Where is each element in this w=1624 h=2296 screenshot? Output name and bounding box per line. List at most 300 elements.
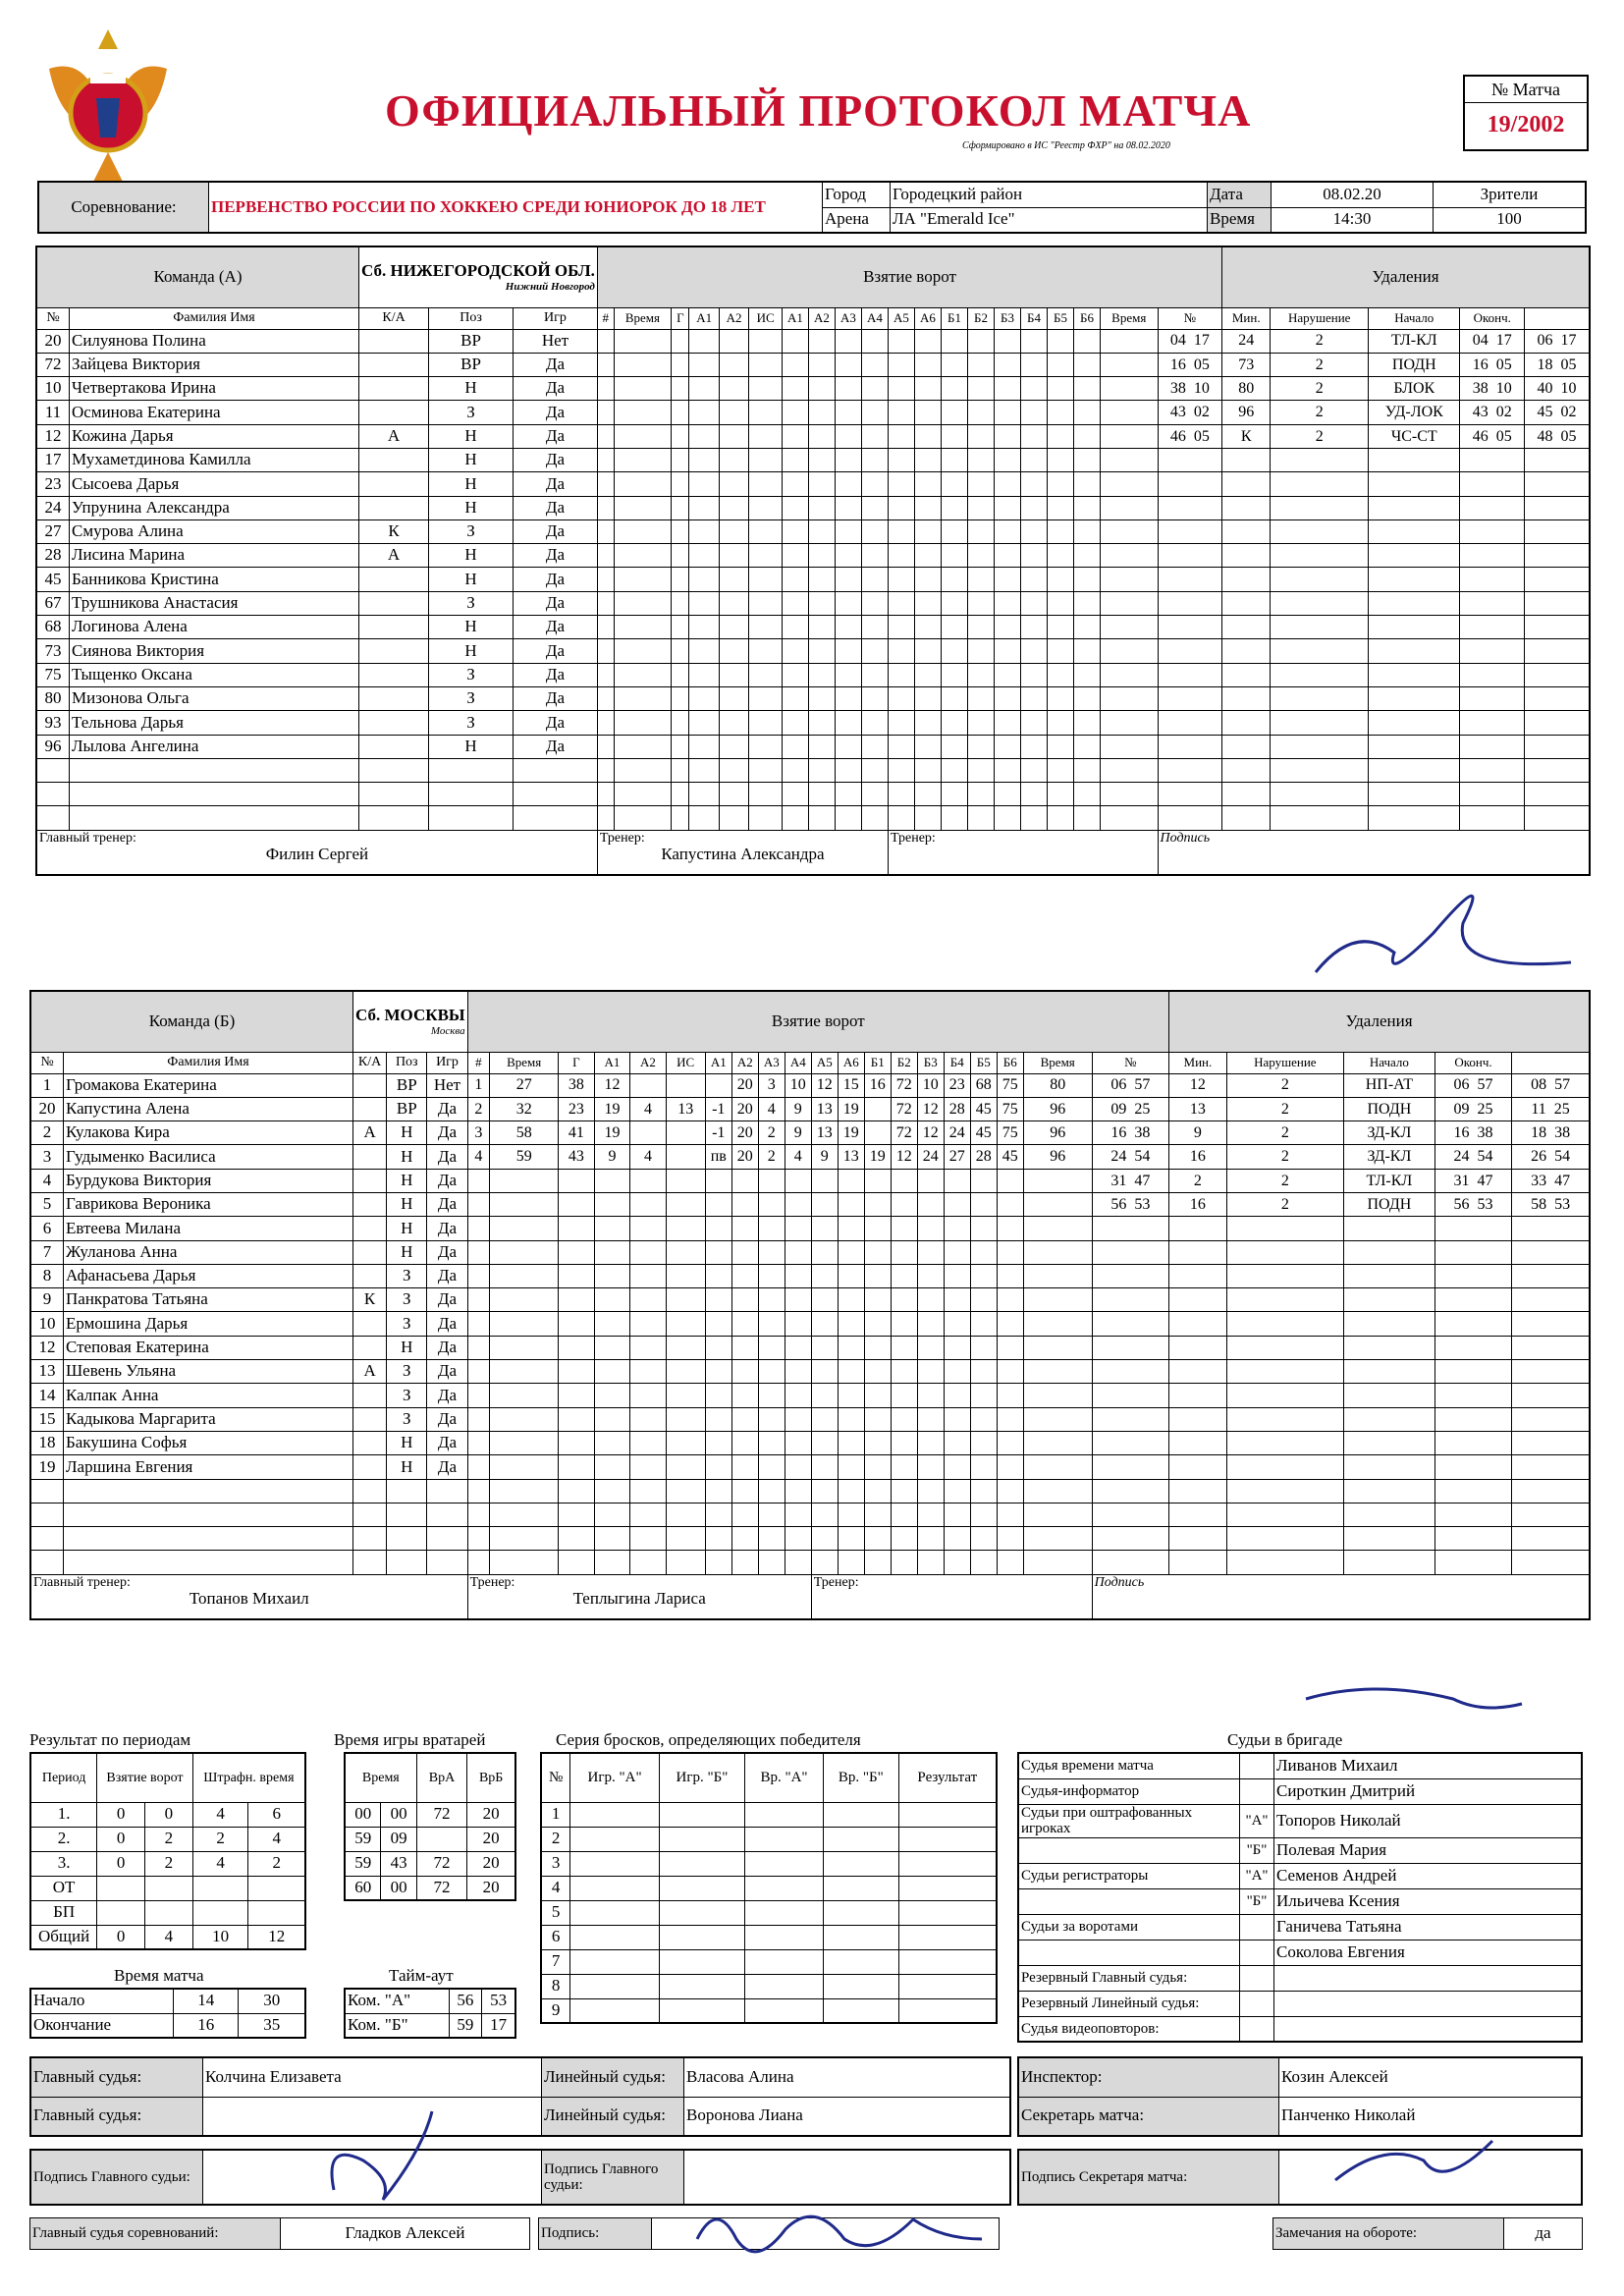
team_a-pen-16-5 bbox=[1525, 711, 1590, 735]
team_a-pen-1-4-0: 16 bbox=[1472, 355, 1489, 373]
team_a-pen-7-1 bbox=[1222, 496, 1271, 519]
team_a-goal-0-17 bbox=[1100, 329, 1158, 353]
team_b-goal-3-4 bbox=[666, 1145, 705, 1169]
team_b-goal-15-2 bbox=[594, 1431, 630, 1454]
team_a-player-18-col1 bbox=[70, 758, 359, 782]
team_a-goal-4-4 bbox=[749, 424, 783, 448]
team_a-goal-12-16 bbox=[1073, 616, 1100, 639]
team_b-goal-no-12 bbox=[467, 1360, 490, 1384]
referee-name-0: Ливанов Михаил bbox=[1274, 1753, 1583, 1778]
results-0-0: 1. bbox=[30, 1802, 97, 1827]
team_a-goal-13-12 bbox=[967, 639, 994, 663]
referee-role-9: Резервный Линейный судья: bbox=[1018, 1991, 1240, 2016]
team_a-goal-13-0 bbox=[614, 639, 672, 663]
team_b-player-19-col2 bbox=[353, 1527, 387, 1551]
team_a-goal-hdr-g: Г bbox=[672, 307, 689, 329]
team_a-player-13-col1: Сиянова Виктория bbox=[70, 639, 359, 663]
team_b-goal-3-9: 9 bbox=[811, 1145, 838, 1169]
team_b-goal-16-10 bbox=[838, 1455, 864, 1479]
goalie-0-1: 00 bbox=[381, 1802, 416, 1827]
team_a-pen-4-5-1: 05 bbox=[1560, 427, 1577, 445]
team_a-pen-hdr-p_time: Время bbox=[1100, 307, 1158, 329]
team_b-pen-0-5-1: 57 bbox=[1554, 1076, 1571, 1094]
team_a-player-14-col4: Да bbox=[514, 663, 598, 686]
team_a-pen-8-2 bbox=[1271, 519, 1369, 543]
team_a-goal-5-4 bbox=[749, 448, 783, 471]
team_a-goal-16-1 bbox=[672, 711, 689, 735]
team_b-pen-2-3-0: ЗД-КЛ bbox=[1367, 1123, 1412, 1141]
team_b-pen-14-0 bbox=[1092, 1407, 1168, 1431]
team_a-player-17-col2 bbox=[359, 735, 429, 758]
team_b-goal-4-12 bbox=[891, 1169, 917, 1192]
team_a-goal-hdr-line-6: Б1 bbox=[941, 307, 967, 329]
team_a-goal-1-5 bbox=[782, 353, 808, 376]
team_b-goal-19-2 bbox=[594, 1527, 630, 1551]
team_b-goal-9-13 bbox=[917, 1288, 944, 1312]
team_b-goal-15-3 bbox=[630, 1431, 666, 1454]
team_a-goal-8-0 bbox=[614, 519, 672, 543]
team_b-goal-15-12 bbox=[891, 1431, 917, 1454]
results-1-0: 2. bbox=[30, 1827, 97, 1851]
team_b-pen-2-0-1: 38 bbox=[1134, 1123, 1151, 1141]
team_b-goal-16-13 bbox=[917, 1455, 944, 1479]
team_a-pen-0-5-0: 06 bbox=[1537, 332, 1553, 350]
team_a-player-8-col0: 27 bbox=[36, 519, 70, 543]
team_b-goal-1-14: 28 bbox=[944, 1097, 970, 1121]
team_b-goal-15-13 bbox=[917, 1431, 944, 1454]
team_b-goal-0-10: 15 bbox=[838, 1073, 864, 1097]
team-b-label: Команда (Б) bbox=[30, 991, 353, 1052]
linesman-label-1: Линейный судья: bbox=[542, 2057, 684, 2097]
team_b-player-16-col3: Н bbox=[387, 1455, 427, 1479]
referee-role-5 bbox=[1018, 1888, 1240, 1914]
team_a-goal-17-5 bbox=[782, 735, 808, 758]
team_b-player-18-col0 bbox=[30, 1503, 64, 1526]
team_b-goal-6-3 bbox=[630, 1217, 666, 1240]
team_a-goal-7-1 bbox=[672, 496, 689, 519]
team_a-goal-2-2 bbox=[689, 377, 719, 401]
team_a-player-16-col4: Да bbox=[514, 711, 598, 735]
team_a-goal-11-17 bbox=[1100, 591, 1158, 615]
team_b-goal-11-17 bbox=[1023, 1336, 1092, 1359]
team_b-goal-2-17: 96 bbox=[1023, 1121, 1092, 1145]
match-number: 19/2002 bbox=[1487, 112, 1565, 137]
team_a-goal-11-11 bbox=[941, 591, 967, 615]
team_b-goal-7-16 bbox=[997, 1240, 1023, 1264]
team_b-goal-6-1 bbox=[559, 1217, 595, 1240]
team_b-goal-8-14 bbox=[944, 1264, 970, 1287]
team_b-goal-5-3 bbox=[630, 1192, 666, 1216]
timeout-b-label: Ком. "Б" bbox=[345, 2013, 449, 2038]
team_b-goal-20-2 bbox=[594, 1551, 630, 1574]
team_b-goal-16-8 bbox=[785, 1455, 811, 1479]
team_b-player-18-col3 bbox=[387, 1503, 427, 1526]
team_b-coach1-label: Тренер: bbox=[469, 1574, 515, 1590]
team_b-pen-4-4 bbox=[1435, 1169, 1511, 1192]
team_b-goal-13-17 bbox=[1023, 1384, 1092, 1407]
team-b-goals-header: Взятие ворот bbox=[467, 991, 1168, 1052]
team_a-goal-no-0 bbox=[597, 329, 614, 353]
team_b-goal-16-14 bbox=[944, 1455, 970, 1479]
team_a-player-1-col0: 72 bbox=[36, 353, 70, 376]
team_a-player-12-col3: Н bbox=[429, 616, 514, 639]
team_b-goal-17-7 bbox=[758, 1479, 785, 1503]
results-4-4 bbox=[248, 1900, 305, 1925]
team_b-pen-11-5 bbox=[1512, 1336, 1590, 1359]
team_a-player-16-col2 bbox=[359, 711, 429, 735]
team_a-goal-19-4 bbox=[749, 783, 783, 806]
team_b-goal-hdr-a1: А1 bbox=[594, 1052, 630, 1073]
team_a-goal-7-2 bbox=[689, 496, 719, 519]
team_a-goal-19-10 bbox=[914, 783, 941, 806]
team_b-pen-2-4-0: 16 bbox=[1453, 1123, 1470, 1141]
shootout-hdr-0: № bbox=[541, 1753, 570, 1802]
team_b-player-2-col0: 2 bbox=[30, 1121, 64, 1145]
team_b-pen-20-1 bbox=[1169, 1551, 1227, 1574]
spectators-value: 100 bbox=[1434, 207, 1587, 233]
team_a-goal-14-15 bbox=[1047, 663, 1073, 686]
officials-table bbox=[29, 2056, 1011, 2137]
team_b-goal-4-6 bbox=[731, 1169, 758, 1192]
team_b-pen-4-5-1: 47 bbox=[1554, 1172, 1571, 1189]
team_b-goal-8-9 bbox=[811, 1264, 838, 1287]
results-3-3 bbox=[192, 1876, 248, 1900]
team_a-goal-4-6 bbox=[808, 424, 835, 448]
team_a-goal-3-17 bbox=[1100, 401, 1158, 424]
team_b-goal-15-7 bbox=[758, 1431, 785, 1454]
team_a-pen-3-1 bbox=[1222, 401, 1271, 424]
team_b-pen-12-3 bbox=[1343, 1360, 1435, 1384]
team_a-pen-2-5-0: 40 bbox=[1537, 379, 1553, 397]
team_b-goal-0-5 bbox=[705, 1073, 731, 1097]
team_a-goal-2-6 bbox=[808, 377, 835, 401]
team_b-goal-17-4 bbox=[666, 1479, 705, 1503]
team_b-goal-5-11 bbox=[864, 1192, 891, 1216]
team_b-goal-hdr-line-3: А4 bbox=[785, 1052, 811, 1073]
results-0-2: 0 bbox=[144, 1802, 192, 1827]
team_a-pen-1-3 bbox=[1369, 353, 1460, 376]
team_b-goal-1-4: 13 bbox=[666, 1097, 705, 1121]
team_a-goal-16-12 bbox=[967, 711, 994, 735]
team_b-player-2-col2: А bbox=[353, 1121, 387, 1145]
team_a-player-20-col0 bbox=[36, 806, 70, 830]
team_a-goal-16-3 bbox=[719, 711, 748, 735]
team_b-goal-9-7 bbox=[758, 1288, 785, 1312]
results-2-1: 0 bbox=[97, 1851, 145, 1876]
team_b-goal-8-15 bbox=[970, 1264, 997, 1287]
team_b-pen-2-2-0: 2 bbox=[1280, 1123, 1289, 1141]
team_a-goal-1-13 bbox=[994, 353, 1020, 376]
team_b-goal-13-6 bbox=[731, 1384, 758, 1407]
team_a-goal-5-7 bbox=[835, 448, 861, 471]
team_b-pen-3-4 bbox=[1435, 1145, 1511, 1169]
team_b-goal-0-1: 38 bbox=[559, 1073, 595, 1097]
team_a-goal-9-14 bbox=[1020, 544, 1047, 568]
team_a-goal-9-2 bbox=[689, 544, 719, 568]
results-3-1 bbox=[97, 1876, 145, 1900]
team_b-player-11-col0: 12 bbox=[30, 1336, 64, 1359]
team_b-player-8-col2 bbox=[353, 1264, 387, 1287]
team_b-pen-5-0-1: 53 bbox=[1134, 1195, 1151, 1213]
team_a-player-0-col1: Силуянова Полина bbox=[70, 329, 359, 353]
results-1-1: 0 bbox=[97, 1827, 145, 1851]
team_b-pen-5-3-0: ПОДН bbox=[1367, 1195, 1412, 1213]
team_b-pen-4-1-0: 2 bbox=[1193, 1172, 1202, 1189]
team_a-goal-1-4 bbox=[749, 353, 783, 376]
team_b-pen-4-0-1: 47 bbox=[1134, 1172, 1151, 1189]
team_b-pen-hdr-p_viol: Нарушение bbox=[1226, 1052, 1343, 1073]
team_a-pen-14-2 bbox=[1271, 663, 1369, 686]
team_b-goal-10-15 bbox=[970, 1312, 997, 1336]
team_b-goal-20-11 bbox=[864, 1551, 891, 1574]
team_a-goal-11-3 bbox=[719, 591, 748, 615]
referee-side-8 bbox=[1240, 1965, 1274, 1991]
team_a-goal-5-13 bbox=[994, 448, 1020, 471]
team_b-goal-13-14 bbox=[944, 1384, 970, 1407]
team-b-section bbox=[29, 990, 1591, 1620]
team_b-pen-5-5 bbox=[1512, 1192, 1590, 1216]
remarks-value: да bbox=[1504, 2218, 1583, 2250]
team_b-pen-14-3 bbox=[1343, 1407, 1435, 1431]
team_b-goal-7-8 bbox=[785, 1240, 811, 1264]
team_a-goal-2-11 bbox=[941, 377, 967, 401]
team_b-player-1-col3: ВР bbox=[387, 1097, 427, 1121]
team_b-goal-0-15: 68 bbox=[970, 1073, 997, 1097]
team_b-goal-4-7 bbox=[758, 1169, 785, 1192]
team_b-pen-8-4 bbox=[1435, 1264, 1511, 1287]
shootout-6-0: 7 bbox=[541, 1949, 570, 1974]
team_a-player-0-col2 bbox=[359, 329, 429, 353]
team_b-pen-hdr-p_time: Время bbox=[1023, 1052, 1092, 1073]
team_b-goal-3-3: 4 bbox=[630, 1145, 666, 1169]
sign-main-ref-label-1: Подпись Главного судьи: bbox=[30, 2150, 203, 2205]
team_b-player-15-col3: Н bbox=[387, 1431, 427, 1454]
team_a-goal-0-1 bbox=[672, 329, 689, 353]
team_a-hdr-play: Игр bbox=[514, 307, 598, 329]
team_a-pen-0-4-1: 17 bbox=[1495, 332, 1512, 350]
match-start-label: Начало bbox=[30, 1989, 174, 2013]
team_b-pen-12-2 bbox=[1226, 1360, 1343, 1384]
team_b-goal-hdr-time: Время bbox=[490, 1052, 559, 1073]
team_b-player-5-col0: 5 bbox=[30, 1192, 64, 1216]
team_a-pen-14-4 bbox=[1460, 663, 1525, 686]
team_a-goal-0-10 bbox=[914, 329, 941, 353]
team_a-goal-2-13 bbox=[994, 377, 1020, 401]
team_a-pen-14-1 bbox=[1222, 663, 1271, 686]
team_b-goal-10-13 bbox=[917, 1312, 944, 1336]
team_b-player-3-col1: Гудыменко Василиса bbox=[64, 1145, 353, 1169]
linesman-1: Власова Алина bbox=[684, 2057, 1011, 2097]
team_b-goal-5-6 bbox=[731, 1192, 758, 1216]
team_a-pen-10-3 bbox=[1369, 568, 1460, 591]
referee-name-9 bbox=[1274, 1991, 1583, 2016]
team_a-goal-0-14 bbox=[1020, 329, 1047, 353]
team_a-pen-0-0-1: 17 bbox=[1193, 332, 1210, 350]
team_a-goal-14-14 bbox=[1020, 663, 1047, 686]
team_a-goal-8-6 bbox=[808, 519, 835, 543]
team_a-player-10-col4: Да bbox=[514, 568, 598, 591]
team_b-pen-0-0-0: 06 bbox=[1110, 1076, 1127, 1094]
team_a-pen-3-2-0: 2 bbox=[1315, 404, 1324, 421]
team_a-player-15-col1: Мизонова Ольга bbox=[70, 686, 359, 710]
team_b-goal-no-8 bbox=[467, 1264, 490, 1287]
team_a-goal-12-3 bbox=[719, 616, 748, 639]
team_b-goal-7-2 bbox=[594, 1240, 630, 1264]
team_a-goal-16-13 bbox=[994, 711, 1020, 735]
team_b-goal-8-12 bbox=[891, 1264, 917, 1287]
team_b-goal-6-8 bbox=[785, 1217, 811, 1240]
team_b-goal-15-16 bbox=[997, 1431, 1023, 1454]
team_a-player-7-col0: 24 bbox=[36, 496, 70, 519]
team_a-goal-14-5 bbox=[782, 663, 808, 686]
team_a-goal-5-15 bbox=[1047, 448, 1073, 471]
team_b-goal-1-2: 19 bbox=[594, 1097, 630, 1121]
team_a-goal-12-7 bbox=[835, 616, 861, 639]
team_b-goal-7-10 bbox=[838, 1240, 864, 1264]
team_a-goal-2-1 bbox=[672, 377, 689, 401]
team_a-player-5-col4: Да bbox=[514, 448, 598, 471]
team_a-pen-16-3 bbox=[1369, 711, 1460, 735]
team_a-hdr-num: № bbox=[36, 307, 70, 329]
team_a-goal-hdr-line-7: Б2 bbox=[967, 307, 994, 329]
team_b-goal-12-3 bbox=[630, 1360, 666, 1384]
team_b-goal-4-13 bbox=[917, 1169, 944, 1192]
team_b-pen-hdr-p_min: Мин. bbox=[1169, 1052, 1227, 1073]
generated-note: Сформировано в ИС "Реестр ФХР" на 08.02.2020 bbox=[962, 140, 1170, 151]
team_a-pen-20-5 bbox=[1525, 806, 1590, 830]
team_a-goal-13-15 bbox=[1047, 639, 1073, 663]
team_a-player-12-col4: Да bbox=[514, 616, 598, 639]
team_a-pen-6-4 bbox=[1460, 472, 1525, 496]
team_b-pen-4-2 bbox=[1226, 1169, 1343, 1192]
team_b-goal-0-9: 12 bbox=[811, 1073, 838, 1097]
team_a-goal-1-1 bbox=[672, 353, 689, 376]
team_a-pen-3-0 bbox=[1158, 401, 1222, 424]
team_a-goal-7-14 bbox=[1020, 496, 1047, 519]
team_a-goal-19-15 bbox=[1047, 783, 1073, 806]
team_a-goal-8-12 bbox=[967, 519, 994, 543]
team_a-goal-14-11 bbox=[941, 663, 967, 686]
team_b-goal-12-7 bbox=[758, 1360, 785, 1384]
team_b-goal-14-13 bbox=[917, 1407, 944, 1431]
team_b-player-18-col2 bbox=[353, 1503, 387, 1526]
team_a-player-8-col1: Смурова Алина bbox=[70, 519, 359, 543]
team_a-pen-3-5-1: 02 bbox=[1560, 404, 1577, 421]
shootout-6-4 bbox=[823, 1949, 898, 1974]
team_b-goal-0-4 bbox=[666, 1073, 705, 1097]
team_b-goal-13-7 bbox=[758, 1384, 785, 1407]
team_a-pen-17-0 bbox=[1158, 735, 1222, 758]
team_b-player-14-col3: З bbox=[387, 1407, 427, 1431]
team_a-pen-13-5 bbox=[1525, 639, 1590, 663]
shootout-7-1 bbox=[570, 1974, 660, 1998]
team_a-goal-15-6 bbox=[808, 686, 835, 710]
referee-role-1: Судья-информатор bbox=[1018, 1778, 1240, 1804]
referee-role-0: Судья времени матча bbox=[1018, 1753, 1240, 1778]
team_b-goal-2-14: 24 bbox=[944, 1121, 970, 1145]
team_b-pen-20-5 bbox=[1512, 1551, 1590, 1574]
team_b-pen-0-5 bbox=[1512, 1073, 1590, 1097]
goalie-time-title: Время игры вратарей bbox=[334, 1730, 486, 1749]
team_a-player-19-col0 bbox=[36, 783, 70, 806]
team_b-goal-18-9 bbox=[811, 1503, 838, 1526]
team_b-goal-9-8 bbox=[785, 1288, 811, 1312]
team_b-pen-18-4 bbox=[1435, 1503, 1511, 1526]
team_b-goal-17-6 bbox=[731, 1479, 758, 1503]
team_a-goal-2-10 bbox=[914, 377, 941, 401]
team_b-goal-5-13 bbox=[917, 1192, 944, 1216]
team_a-pen-11-4 bbox=[1460, 591, 1525, 615]
team_a-goal-12-5 bbox=[782, 616, 808, 639]
team_b-goal-13-9 bbox=[811, 1384, 838, 1407]
team_a-player-11-col4: Да bbox=[514, 591, 598, 615]
team_a-goal-2-8 bbox=[861, 377, 888, 401]
team_a-goal-5-9 bbox=[888, 448, 914, 471]
team_b-goal-20-7 bbox=[758, 1551, 785, 1574]
team_b-pen-9-3 bbox=[1343, 1288, 1435, 1312]
goalie-1-3: 20 bbox=[467, 1827, 515, 1851]
team_a-goal-6-11 bbox=[941, 472, 967, 496]
team_a-pen-1-5-0: 18 bbox=[1537, 355, 1553, 373]
team_a-goal-0-11 bbox=[941, 329, 967, 353]
team_a-goal-6-14 bbox=[1020, 472, 1047, 496]
team_b-player-18-col4 bbox=[427, 1503, 467, 1526]
team_a-pen-4-4-1: 05 bbox=[1495, 427, 1512, 445]
team_a-goal-12-2 bbox=[689, 616, 719, 639]
team_a-goal-14-2 bbox=[689, 663, 719, 686]
team_a-goal-7-13 bbox=[994, 496, 1020, 519]
team_b-player-16-col4: Да bbox=[427, 1455, 467, 1479]
team_b-goal-hdr-line-7: Б2 bbox=[891, 1052, 917, 1073]
team_b-player-19-col4 bbox=[427, 1527, 467, 1551]
team_b-goal-20-14 bbox=[944, 1551, 970, 1574]
team_a-pen-9-0 bbox=[1158, 544, 1222, 568]
team_b-goal-no-14 bbox=[467, 1407, 490, 1431]
team_a-goal-2-3 bbox=[719, 377, 748, 401]
team_a-goal-10-16 bbox=[1073, 568, 1100, 591]
team_a-goal-9-11 bbox=[941, 544, 967, 568]
team_a-pen-5-5 bbox=[1525, 448, 1590, 471]
team_b-goal-4-0 bbox=[490, 1169, 559, 1192]
team_b-goal-11-4 bbox=[666, 1336, 705, 1359]
team_a-goal-10-1 bbox=[672, 568, 689, 591]
team_a-pen-3-3 bbox=[1369, 401, 1460, 424]
team_b-pen-6-2 bbox=[1226, 1217, 1343, 1240]
team_a-goal-2-5 bbox=[782, 377, 808, 401]
team_a-player-20-col4 bbox=[514, 806, 598, 830]
team_b-goal-6-14 bbox=[944, 1217, 970, 1240]
team_b-pen-15-5 bbox=[1512, 1431, 1590, 1454]
team_b-goal-5-0 bbox=[490, 1192, 559, 1216]
team_b-pen-19-4 bbox=[1435, 1527, 1511, 1551]
team_b-player-1-col4: Да bbox=[427, 1097, 467, 1121]
shootout-0-2 bbox=[659, 1802, 744, 1827]
goalie-3-3: 20 bbox=[467, 1876, 515, 1900]
team_b-pen-0-1-0: 12 bbox=[1189, 1076, 1206, 1094]
team_b-goal-hdr-line-11: Б6 bbox=[997, 1052, 1023, 1073]
team_b-pen-4-3-0: ТЛ-КЛ bbox=[1366, 1172, 1413, 1189]
team_a-goal-14-9 bbox=[888, 663, 914, 686]
team_b-goal-1-15: 45 bbox=[970, 1097, 997, 1121]
team_a-goal-17-3 bbox=[719, 735, 748, 758]
team_b-goal-15-0 bbox=[490, 1431, 559, 1454]
team_b-goal-2-16: 75 bbox=[997, 1121, 1023, 1145]
team_b-pen-3-1-0: 16 bbox=[1189, 1148, 1206, 1166]
team_a-goal-6-12 bbox=[967, 472, 994, 496]
team_b-goal-11-1 bbox=[559, 1336, 595, 1359]
time-value: 14:30 bbox=[1272, 207, 1434, 233]
team_b-goal-4-5 bbox=[705, 1169, 731, 1192]
